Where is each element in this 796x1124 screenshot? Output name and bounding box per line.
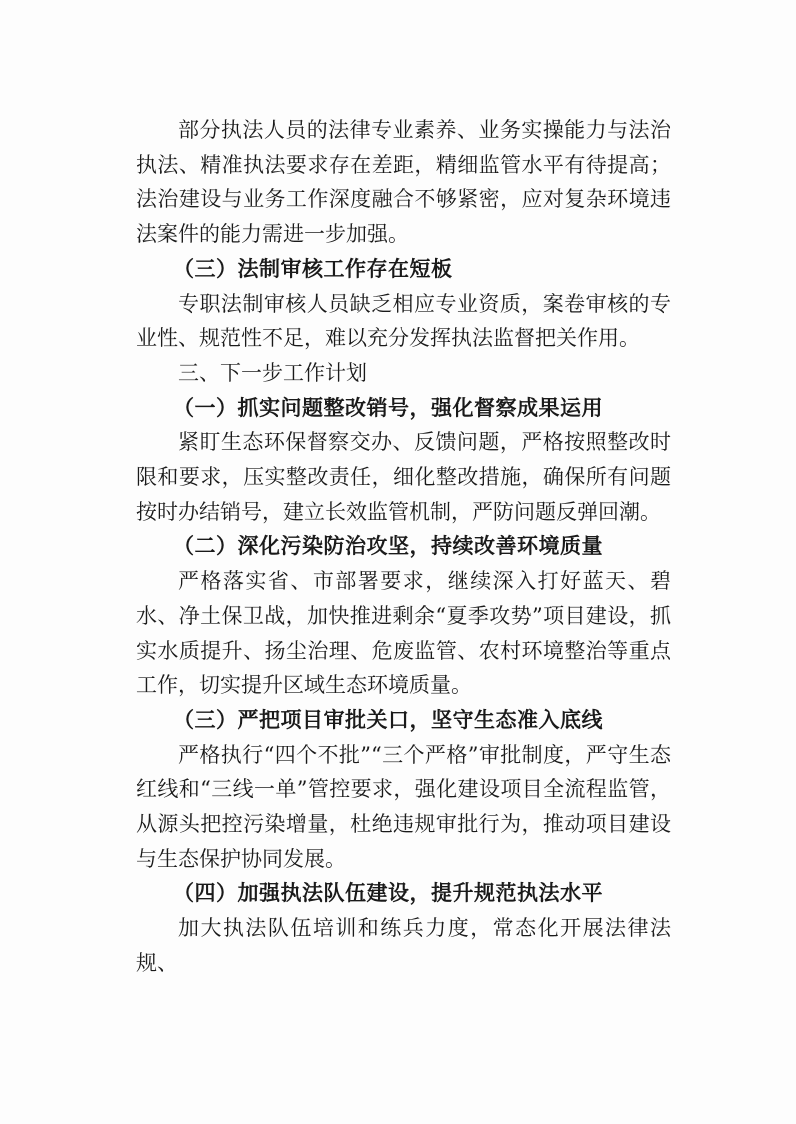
section-next-steps: 三、下一步工作计划 (178, 360, 367, 385)
paragraph-project-approval: 严格执行“四个不批”“三个严格”审批制度，严守生态红线和“三线一单”管控要求，强化建设项目全流程监管，从源头把控污染增量，杜绝违规审批行为，推动项目建设与生态保护协同发展。 (136, 742, 671, 871)
heading-review-shortcoming: （三）法制审核工作存在短板 (173, 255, 453, 281)
heading-pollution-control: （二）深化污染防治攻坚，持续改善环境质量 (173, 533, 603, 559)
heading-rectification: （一）抓实问题整改销号，强化督察成果运用 (173, 394, 603, 420)
paragraph-review-staff: 专职法制审核人员缺乏相应专业资质，案卷审核的专业性、规范性不足，难以充分发挥执法监督把关作用。 (136, 291, 671, 351)
heading-enforcement-team: （四）加强执法队伍建设，提升规范执法水平 (173, 880, 603, 906)
heading-project-approval: （三）严把项目审批关口，坚守生态准入底线 (173, 706, 603, 732)
paragraph-pollution-control: 严格落实省、市部署要求，继续深入打好蓝天、碧水、净土保卫战，加快推进剩余“夏季攻势”项目建设，抓实水质提升、扬尘治理、危废监管、农村环境整治等重点工作，切实提升区域生态环境质量。 (136, 569, 671, 698)
paragraph-legal-literacy: 部分执法人员的法律专业素养、业务实操能力与法治执法、精准执法要求存在差距，精细监管水平有待提高；法治建设与业务工作深度融合不够紧密，应对复杂环境违法案件的能力需进一步加强。 (136, 118, 671, 247)
document-body (136, 113, 671, 981)
paragraph-enforcement-team: 加大执法队伍培训和练兵力度，常态化开展法律法规、 (136, 916, 671, 975)
paragraph-rectification: 紧盯生态环保督察交办、反馈问题，严格按照整改时限和要求，压实整改责任，细化整改措施，确保所有问题按时办结销号，建立长效监管机制，严防问题反弹回潮。 (136, 430, 671, 524)
